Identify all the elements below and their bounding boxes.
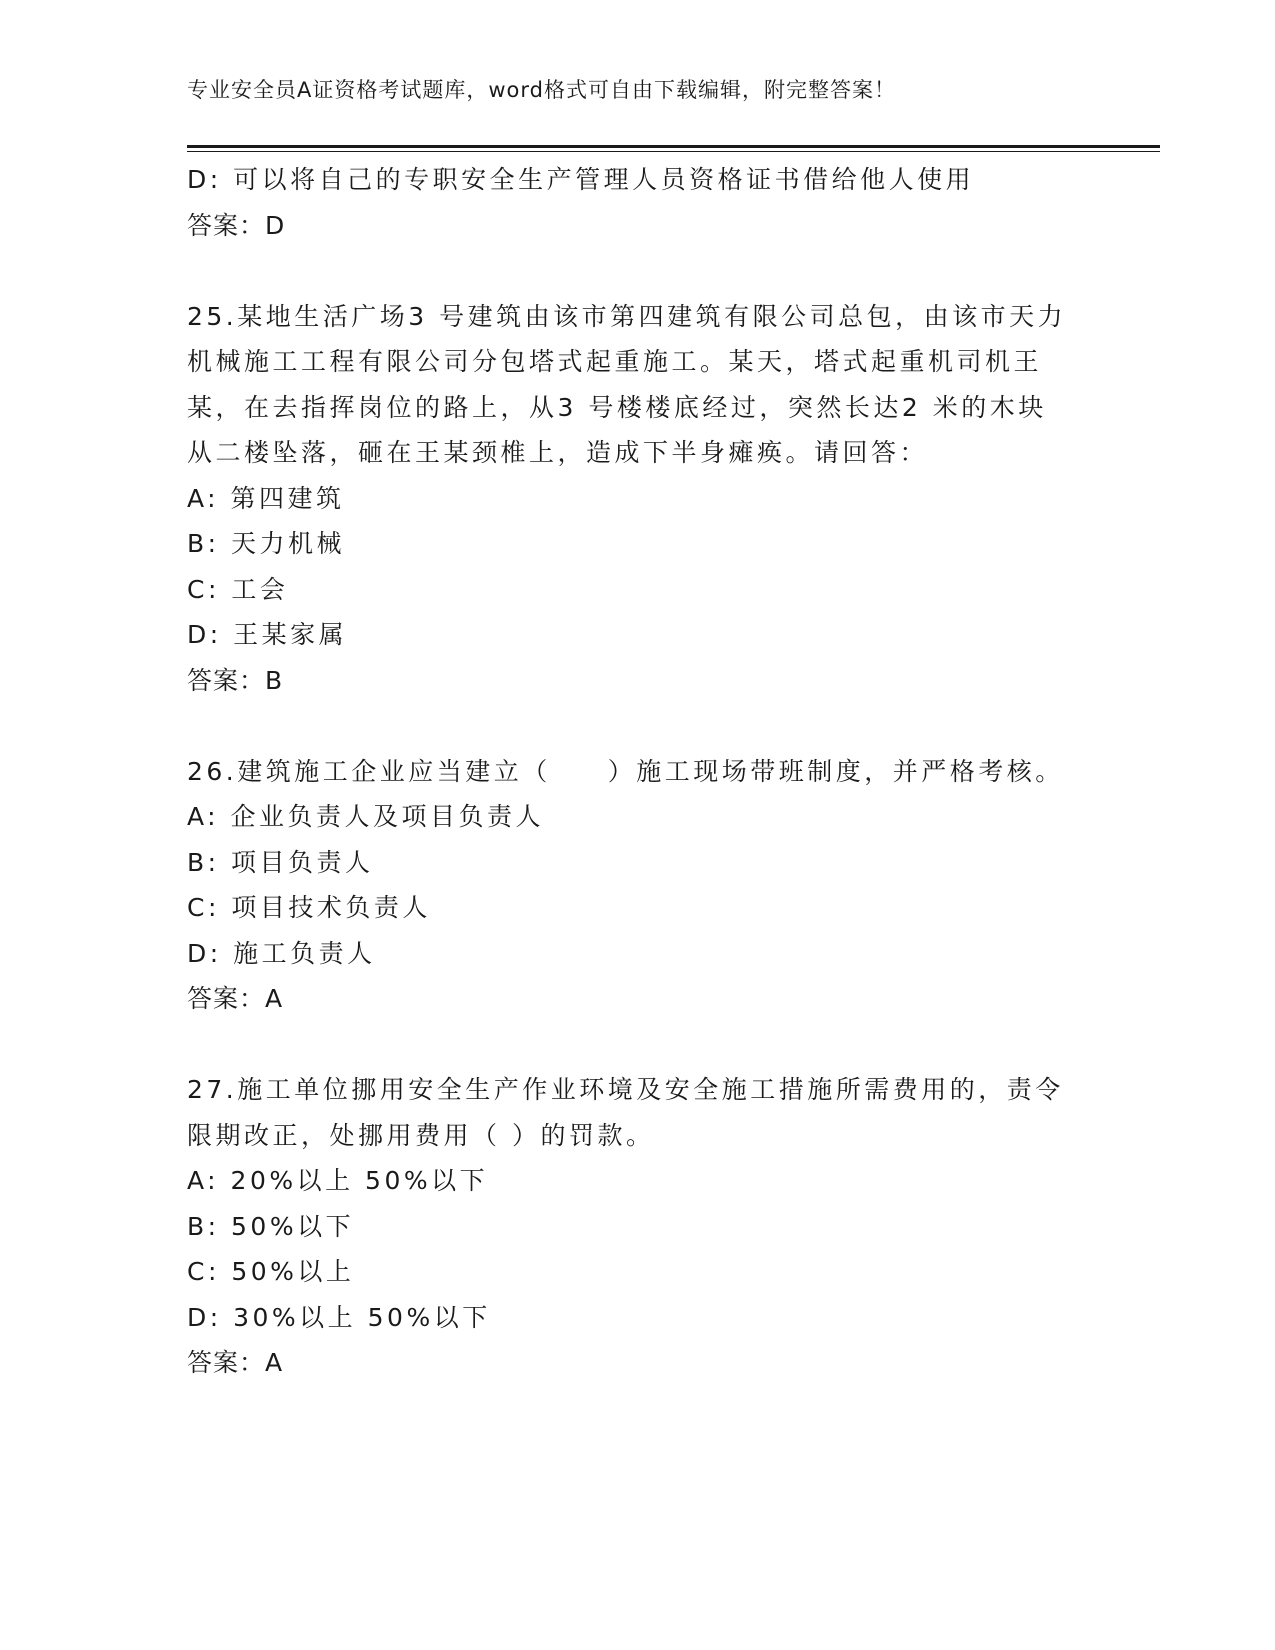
option-d: D: 30%以上 50%以下 [187,1302,491,1332]
page-header: 专业安全员A证资格考试题库，word格式可自由下载编辑，附完整答案！ [187,78,896,102]
question-stem-line: 27.施工单位挪用安全生产作业环境及安全施工措施所需费用的，责令 [187,1075,1064,1104]
spacer [187,248,1087,294]
option-c: C: 50%以上 [187,1257,355,1286]
question-27 [187,1067,1087,1386]
question-stem-line: 从二楼坠落，砸在王某颈椎上，造成下半身瘫痪。请回答： [187,438,929,467]
option-d: D: 施工负责人 [187,938,376,968]
question-stem-line: 25.某地生活广场3 号建筑由该市第四建筑有限公司总包，由该市天力 [187,301,1067,331]
answer: 答案：A [187,984,284,1013]
question-stem-line: 某，在去指挥岗位的路上，从3 号楼楼底经过，突然长达2 米的木块 [187,392,1047,422]
option-b: B: 50%以下 [187,1211,355,1241]
header-rule-thick [187,145,1160,148]
header-rule-thin [187,151,1160,152]
question-stem-line: 26.建筑施工企业应当建立（ ）施工现场带班制度，并严格考核。 [187,756,1064,786]
answer: 答案：A [187,1348,284,1377]
question-25 [187,294,1087,704]
option-c: C: 工会 [187,574,289,604]
question-stem-line: 限期改正，处挪用费用（ ）的罚款。 [187,1120,655,1150]
option-c: C: 项目技术负责人 [187,893,431,922]
document-body [187,157,1087,1386]
spacer [187,1022,1087,1068]
option-b: B: 项目负责人 [187,847,374,877]
option-d: D: 王某家属 [187,620,348,649]
option-b: B: 天力机械 [187,529,346,558]
answer: 答案：B [187,665,284,695]
option-a: A: 20%以上 50%以下 [187,1166,489,1195]
spacer [187,703,1087,749]
question-stem-line: 机械施工工程有限公司分包塔式起重施工。某天，塔式起重机司机王 [187,347,1043,376]
option-a: A: 第四建筑 [187,483,345,513]
option-a: A: 企业负责人及项目负责人 [187,802,545,831]
answer: 答案：D [187,210,286,240]
question-26 [187,749,1087,1022]
option-d: D: 可以将自己的专职安全生产管理人员资格证书借给他人使用 [187,165,975,194]
